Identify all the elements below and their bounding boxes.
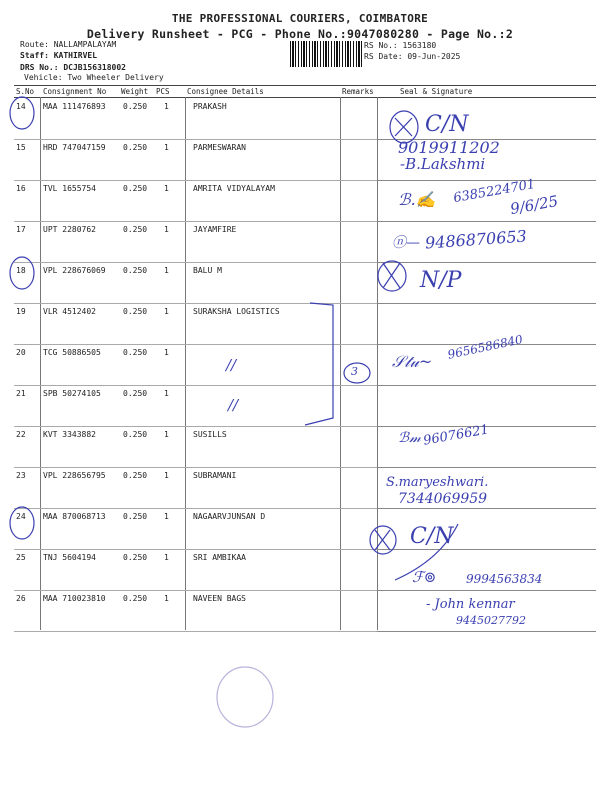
col-consignment: Consignment No (43, 87, 107, 96)
col-pcs: PCS (156, 87, 170, 96)
row-pcs: 1 (164, 225, 169, 234)
row-consignment-no: HRD 747047159 (43, 143, 106, 152)
row-pcs: 1 (164, 389, 169, 398)
handwritten-phone-22: 96076621 (422, 422, 490, 449)
col-sno: S.No (16, 87, 35, 96)
row-consignment-no: TNJ 5604194 (43, 553, 96, 562)
handwritten-count: 3 (351, 365, 358, 378)
row-weight: 0.250 (123, 143, 148, 152)
bracket-mark (305, 303, 333, 425)
circle-mark-14 (10, 97, 34, 129)
row-consignment-no: VLR 4512402 (43, 307, 96, 316)
row-pcs: 1 (164, 143, 169, 152)
handwritten-phone-25: 9994563834 (466, 572, 543, 586)
vehicle-label: Vehicle: Two Wheeler Delivery (24, 73, 164, 82)
row-consignee: NAGAARVJUNSAN D (193, 512, 266, 521)
col-consignee: Consignee Details (187, 87, 264, 96)
row-weight: 0.250 (123, 471, 148, 480)
row-weight: 0.250 (123, 512, 148, 521)
ditto-mark-21: // (228, 396, 239, 414)
row-weight: 0.250 (123, 389, 148, 398)
handwritten-phone-23: 7344069959 (398, 491, 488, 507)
drs-number: DRS No.: DCJB156318002 (20, 63, 126, 72)
col-seal-signature: Seal & Signature (400, 87, 473, 96)
signature-16: ℬ.✍ (398, 190, 436, 209)
handwritten-cn-24: C/N (410, 524, 454, 549)
row-consignee: PARMESWARAN (193, 143, 246, 152)
faded-stamp (217, 667, 273, 727)
row-consignment-no: TVL 1655754 (43, 184, 96, 193)
row-sno: 23 (16, 471, 26, 480)
col-weight: Weight (121, 87, 149, 96)
row-weight: 0.250 (123, 430, 148, 439)
row-consignment-no: MAA 870068713 (43, 512, 106, 521)
handwritten-name-23: S.maryeshwari. (386, 475, 489, 490)
row-pcs: 1 (164, 594, 169, 603)
row-consignee: PRAKASH (193, 102, 227, 111)
row-consignee: JAYAMFIRE (193, 225, 237, 234)
row-sno: 20 (16, 348, 26, 357)
handwritten-phone-26: 9445027792 (456, 614, 526, 627)
col-remarks: Remarks (342, 87, 374, 96)
handwritten-name-26: - John kennar (426, 597, 515, 612)
handwritten-phone-20: 9656586840 (446, 332, 524, 362)
row-consignment-no: MAA 710023810 (43, 594, 106, 603)
row-pcs: 1 (164, 430, 169, 439)
row-sno: 18 (16, 266, 26, 275)
runsheet-subtitle: Delivery Runsheet - PCG - Phone No.:9047080280 - Page No.:2 (86, 27, 514, 41)
row-pcs: 1 (164, 553, 169, 562)
row-consignment-no: MAA 111476893 (43, 102, 106, 111)
row-sno: 26 (16, 594, 26, 603)
handwritten-cn-14: C/N (425, 112, 469, 137)
row-weight: 0.250 (123, 225, 148, 234)
row-pcs: 1 (164, 184, 169, 193)
staff-label: Staff: KATHIRVEL (20, 51, 98, 60)
row-consignee: AMRITA VIDYALAYAM (193, 184, 275, 193)
circle-mark-18 (10, 257, 34, 289)
row-sno: 15 (16, 143, 26, 152)
row-pcs: 1 (164, 266, 169, 275)
row-sno: 19 (16, 307, 26, 316)
row-sno: 14 (16, 102, 26, 111)
row-weight: 0.250 (123, 348, 148, 357)
row-consignment-no: SPB 50274105 (43, 389, 101, 398)
route-label: Route: NALLAMPALAYAM (20, 40, 117, 49)
signature-17: ⓝ— (392, 235, 420, 251)
row-pcs: 1 (164, 348, 169, 357)
row-weight: 0.250 (123, 594, 148, 603)
rs-number: RS No.: 1563180 (364, 41, 437, 50)
handwritten-phone-16: 6385224701 (452, 176, 537, 207)
handwritten-date-16: 9/6/25 (508, 191, 560, 219)
signature-22: ℬ𝓂 (398, 430, 421, 446)
row-pcs: 1 (164, 307, 169, 316)
row-sno: 21 (16, 389, 26, 398)
row-consignee: SRI AMBIKAA (193, 553, 246, 562)
handwritten-phone-15: 9019911202 (398, 138, 500, 157)
circle-mark-24 (10, 507, 34, 539)
row-pcs: 1 (164, 102, 169, 111)
row-pcs: 1 (164, 471, 169, 480)
row-consignment-no: VPL 228656795 (43, 471, 106, 480)
row-weight: 0.250 (123, 184, 148, 193)
signature-20: 𝒮𝓉𝓊~ (392, 352, 433, 371)
row-consignee: SURAKSHA LOGISTICS (193, 307, 280, 316)
row-sno: 17 (16, 225, 26, 234)
ditto-mark-20: // (226, 356, 237, 374)
row-sno: 25 (16, 553, 26, 562)
row-weight: 0.250 (123, 266, 148, 275)
row-consignee: SUSILLS (193, 430, 227, 439)
signature-25: ℱ⊚ (412, 568, 437, 586)
row-weight: 0.250 (123, 307, 148, 316)
row-consignment-no: KVT 3343882 (43, 430, 96, 439)
row-pcs: 1 (164, 512, 169, 521)
row-sno: 16 (16, 184, 26, 193)
row-consignment-no: VPL 228676069 (43, 266, 106, 275)
handwritten-np-18: N/P (420, 268, 462, 293)
handwritten-name-15: -B.Lakshmi (400, 155, 486, 173)
row-consignment-no: TCG 50886505 (43, 348, 101, 357)
row-consignee: SUBRAMANI (193, 471, 237, 480)
row-weight: 0.250 (123, 102, 148, 111)
company-title: THE PROFESSIONAL COURIERS, COIMBATORE (171, 12, 429, 25)
row-consignee: NAVEEN BAGS (193, 594, 246, 603)
row-sno: 22 (16, 430, 26, 439)
row-sno: 24 (16, 512, 26, 521)
rs-date: RS Date: 09-Jun-2025 (364, 52, 461, 61)
handwritten-phone-17: 9486870653 (424, 226, 528, 253)
row-consignment-no: UPT 2280762 (43, 225, 96, 234)
row-weight: 0.250 (123, 553, 148, 562)
row-consignee: BALU M (193, 266, 222, 275)
